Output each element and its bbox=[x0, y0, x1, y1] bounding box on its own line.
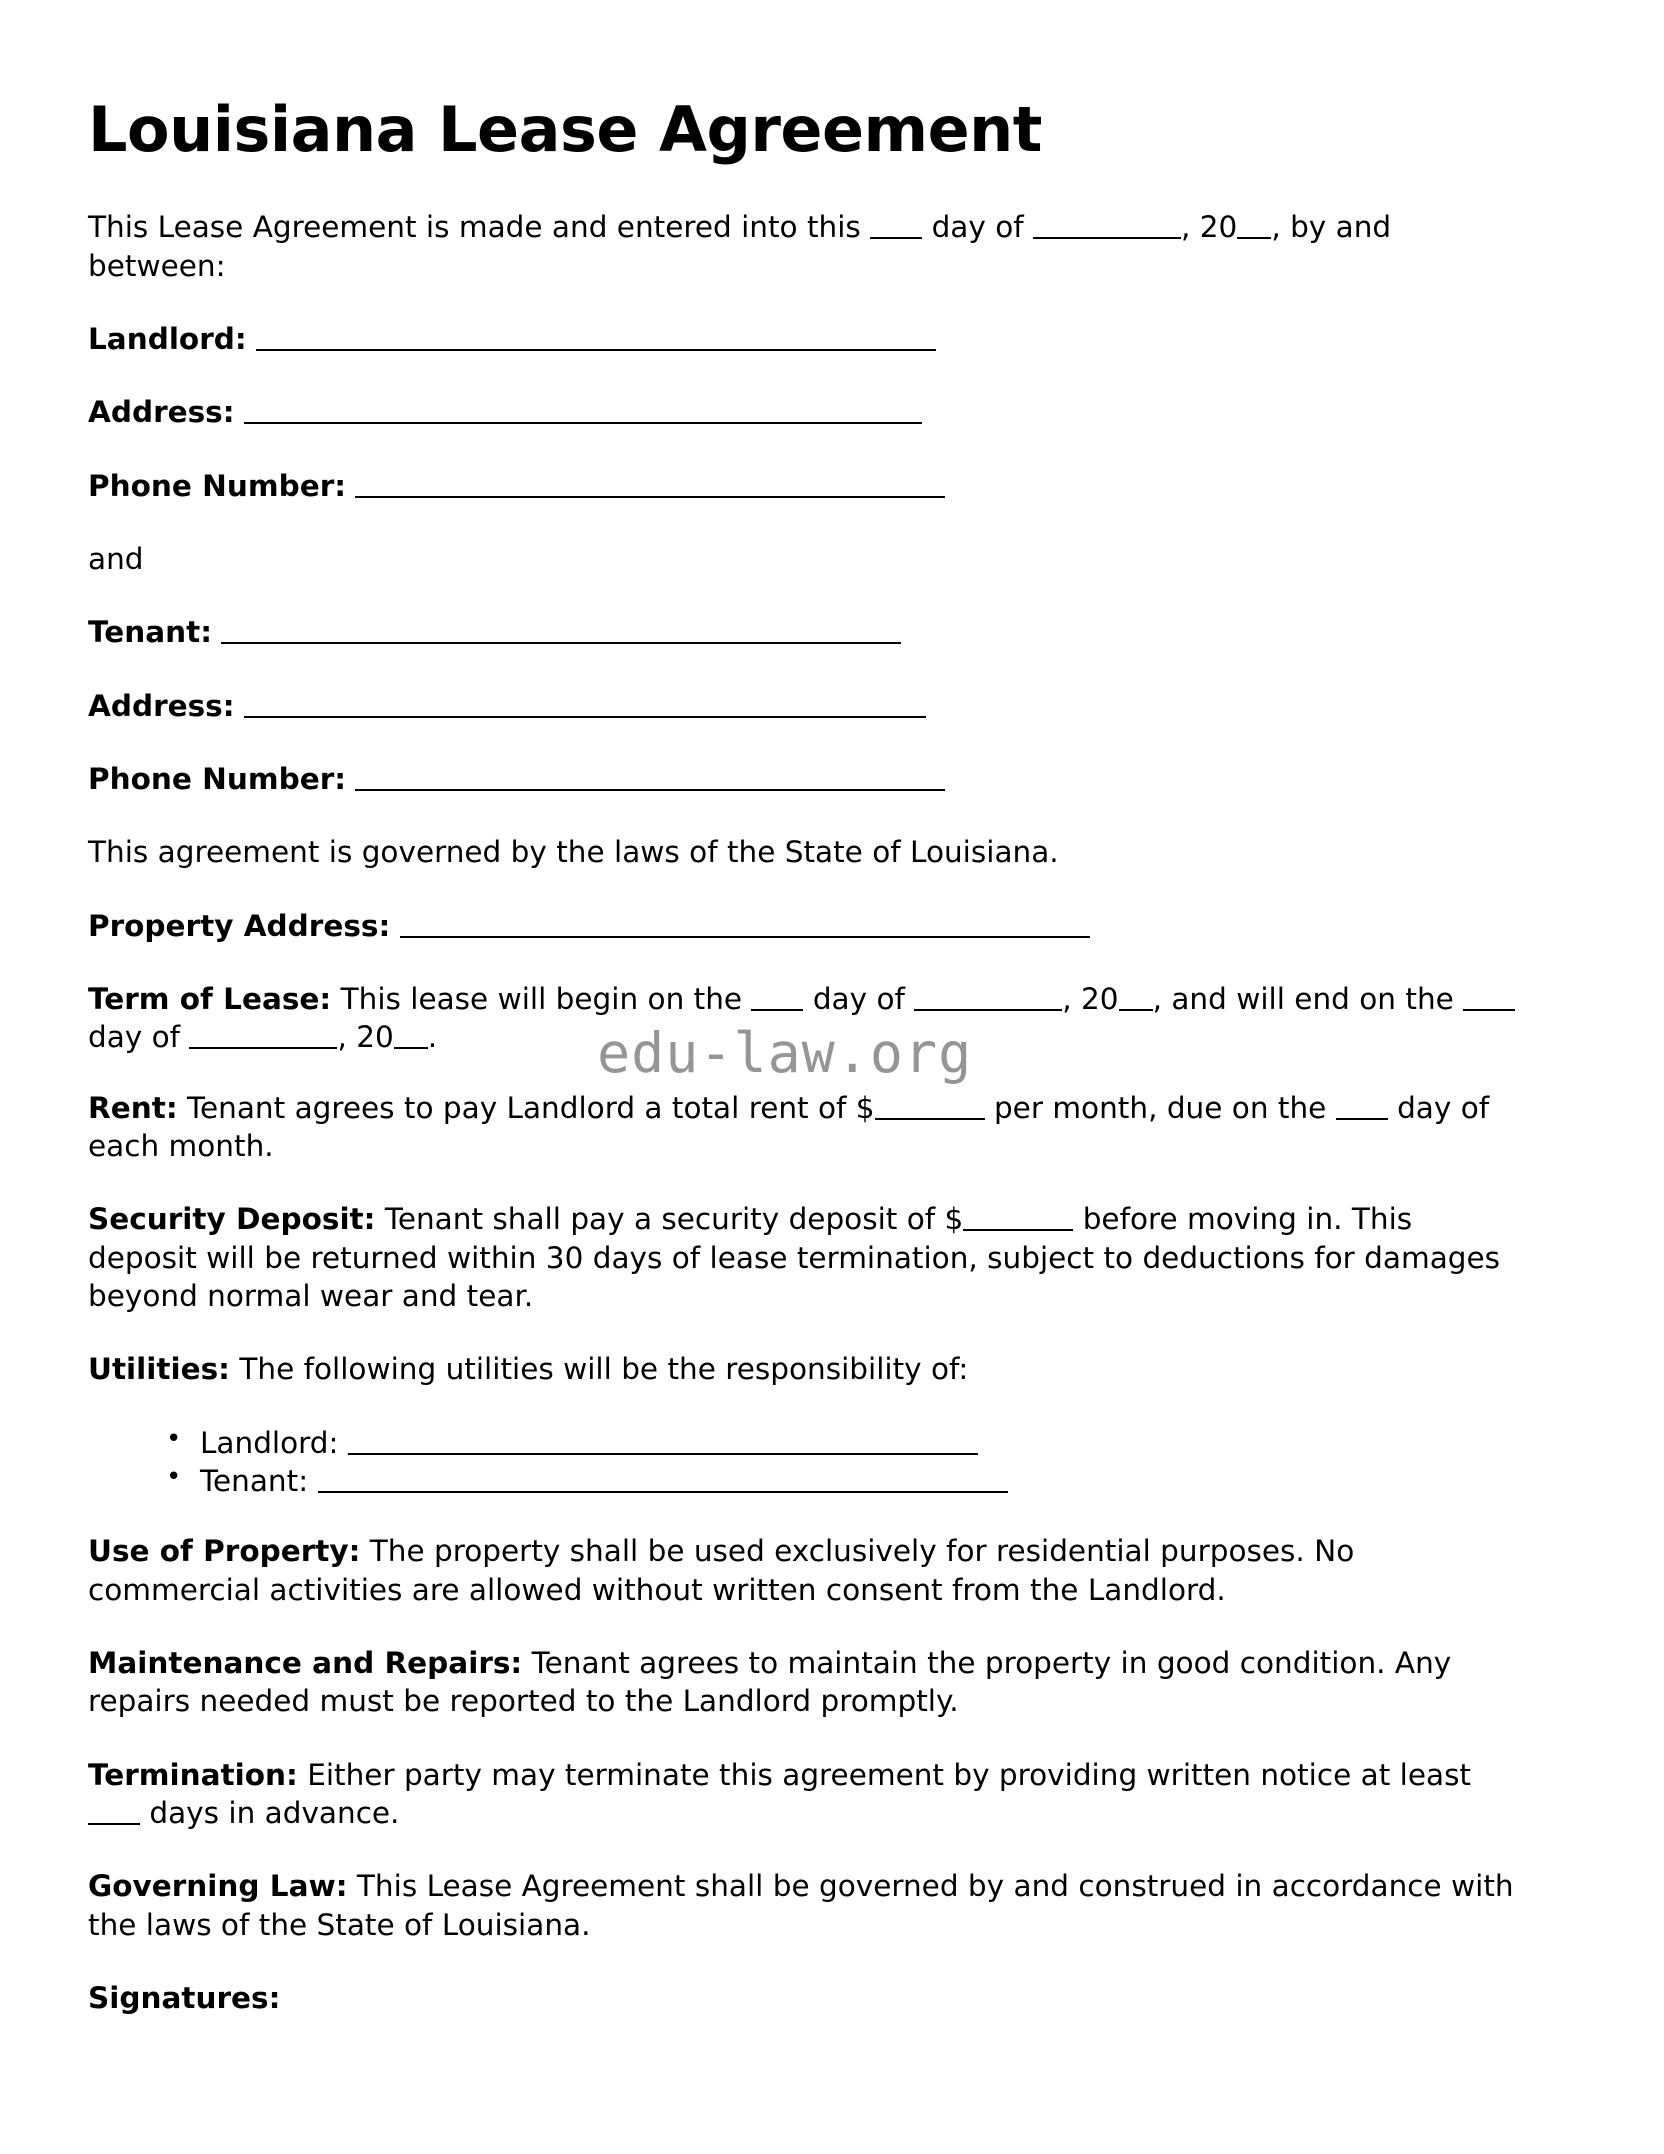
use-of-property-text: The property shall be used exclusively for residential purposes. No commercial activities are allowed without written consent from the Landlord. bbox=[88, 1534, 1355, 1607]
term-end-year-blank[interactable] bbox=[394, 1020, 428, 1049]
term-text-4: , and will end on the bbox=[1152, 981, 1464, 1016]
landlord-name-label: Landlord: bbox=[88, 321, 247, 356]
rent-text-2: per month, due on the bbox=[984, 1090, 1336, 1125]
term-start-month-blank[interactable] bbox=[914, 982, 1062, 1011]
term-end-month-blank[interactable] bbox=[189, 1020, 337, 1049]
security-deposit-label: Security Deposit: bbox=[88, 1202, 376, 1237]
intro-text-4: , by and between: bbox=[88, 210, 1392, 283]
intro-text-1: This Lease Agreement is made and entered into this bbox=[88, 210, 871, 245]
intro-year-blank[interactable] bbox=[1237, 210, 1271, 239]
term-start-year-blank[interactable] bbox=[1119, 982, 1153, 1011]
security-deposit-text-2: before moving in. This deposit will be returned within 30 days of lease termination, subject to deductions for damages beyond normal wear and tear. bbox=[88, 1202, 1501, 1314]
intro-paragraph bbox=[88, 208, 1528, 285]
tenant-phone-row bbox=[88, 760, 1528, 798]
landlord-address-row bbox=[88, 393, 1528, 431]
rent-label: Rent: bbox=[88, 1090, 178, 1125]
utilities-tenant-label: Tenant: bbox=[200, 1464, 309, 1499]
termination-days-blank[interactable] bbox=[88, 1796, 140, 1825]
termination-text-2: days in advance. bbox=[140, 1796, 400, 1831]
utilities-paragraph bbox=[88, 1350, 1528, 1388]
security-deposit-paragraph bbox=[88, 1200, 1528, 1315]
term-start-day-blank[interactable] bbox=[751, 982, 803, 1011]
term-of-lease-label: Term of Lease: bbox=[88, 981, 332, 1016]
maintenance-text: Tenant agrees to maintain the property in good condition. Any repairs needed must be reported to the Landlord promptly. bbox=[88, 1646, 1452, 1719]
landlord-address-input[interactable] bbox=[244, 395, 922, 424]
utilities-landlord-input[interactable] bbox=[348, 1426, 978, 1455]
termination-text-1: Either party may terminate this agreement by providing written notice at least bbox=[297, 1757, 1471, 1792]
landlord-phone-label: Phone Number: bbox=[88, 468, 347, 503]
governing-law-label: Governing Law: bbox=[88, 1869, 348, 1904]
landlord-phone-row bbox=[88, 467, 1528, 505]
utilities-list bbox=[88, 1424, 1552, 1501]
conjunction-and: and bbox=[88, 541, 144, 576]
rent-text-1: Tenant agrees to pay Landlord a total rent of $ bbox=[177, 1090, 875, 1125]
signatures-label: Signatures: bbox=[88, 1981, 281, 2016]
tenant-phone-input[interactable] bbox=[355, 762, 945, 791]
landlord-phone-input[interactable] bbox=[355, 468, 945, 497]
maintenance-label: Maintenance and Repairs: bbox=[88, 1646, 523, 1681]
rent-amount-blank[interactable] bbox=[875, 1091, 985, 1120]
property-address-label: Property Address: bbox=[88, 908, 391, 943]
termination-label: Termination: bbox=[88, 1757, 298, 1792]
landlord-address-label: Address: bbox=[88, 395, 235, 430]
tenant-phone-label: Phone Number: bbox=[88, 761, 347, 796]
rent-paragraph bbox=[88, 1089, 1528, 1166]
intro-text-3: , 20 bbox=[1181, 210, 1238, 245]
site-watermark: edu-law.org bbox=[597, 1021, 973, 1085]
utilities-tenant-input[interactable] bbox=[318, 1464, 1008, 1493]
term-text-5: day of bbox=[88, 1020, 190, 1055]
tenant-address-label: Address: bbox=[88, 688, 235, 723]
intro-day-blank[interactable] bbox=[870, 210, 922, 239]
term-of-lease-paragraph bbox=[88, 980, 1528, 1057]
term-text-6: , 20 bbox=[337, 1020, 394, 1055]
utilities-landlord-label: Landlord: bbox=[200, 1425, 339, 1460]
governing-law-paragraph bbox=[88, 1867, 1528, 1944]
tenant-address-row bbox=[88, 687, 1528, 725]
property-address-input[interactable] bbox=[400, 909, 1090, 938]
property-address-row bbox=[88, 907, 1528, 945]
use-of-property-label: Use of Property: bbox=[88, 1534, 361, 1569]
page-title: Louisiana Lease Agreement bbox=[88, 93, 1042, 166]
rent-due-day-blank[interactable] bbox=[1336, 1091, 1388, 1120]
landlord-name-row bbox=[88, 320, 1528, 358]
tenant-name-label: Tenant: bbox=[88, 615, 213, 650]
rent-text-3: day of each month. bbox=[88, 1090, 1490, 1163]
list-item bbox=[200, 1424, 1552, 1462]
intro-month-blank[interactable] bbox=[1033, 210, 1181, 239]
term-text-3: , 20 bbox=[1062, 981, 1119, 1016]
governing-note: This agreement is governed by the laws of the State of Louisiana. bbox=[88, 835, 1059, 870]
governing-law-text: This Lease Agreement shall be governed by and construed in accordance with the laws of the State of Louisiana. bbox=[88, 1869, 1514, 1942]
term-end-day-blank[interactable] bbox=[1463, 982, 1515, 1011]
signatures-heading bbox=[88, 1979, 1528, 2017]
landlord-name-input[interactable] bbox=[256, 322, 936, 351]
utilities-text: The following utilities will be the responsibility of: bbox=[229, 1352, 969, 1387]
use-of-property-paragraph bbox=[88, 1532, 1528, 1609]
maintenance-paragraph bbox=[88, 1644, 1528, 1721]
term-text-2: day of bbox=[803, 981, 915, 1016]
security-deposit-text-1: Tenant shall pay a security deposit of $ bbox=[375, 1202, 964, 1237]
security-deposit-amount-blank[interactable] bbox=[963, 1202, 1073, 1231]
term-text-7: . bbox=[427, 1020, 438, 1055]
tenant-name-input[interactable] bbox=[221, 615, 901, 644]
tenant-address-input[interactable] bbox=[244, 688, 926, 717]
list-item bbox=[200, 1462, 1552, 1500]
termination-paragraph bbox=[88, 1756, 1528, 1833]
intro-text-2: day of bbox=[922, 210, 1034, 245]
utilities-label: Utilities: bbox=[88, 1352, 230, 1387]
tenant-name-row bbox=[88, 613, 1528, 651]
term-text-1: This lease will begin on the bbox=[331, 981, 752, 1016]
